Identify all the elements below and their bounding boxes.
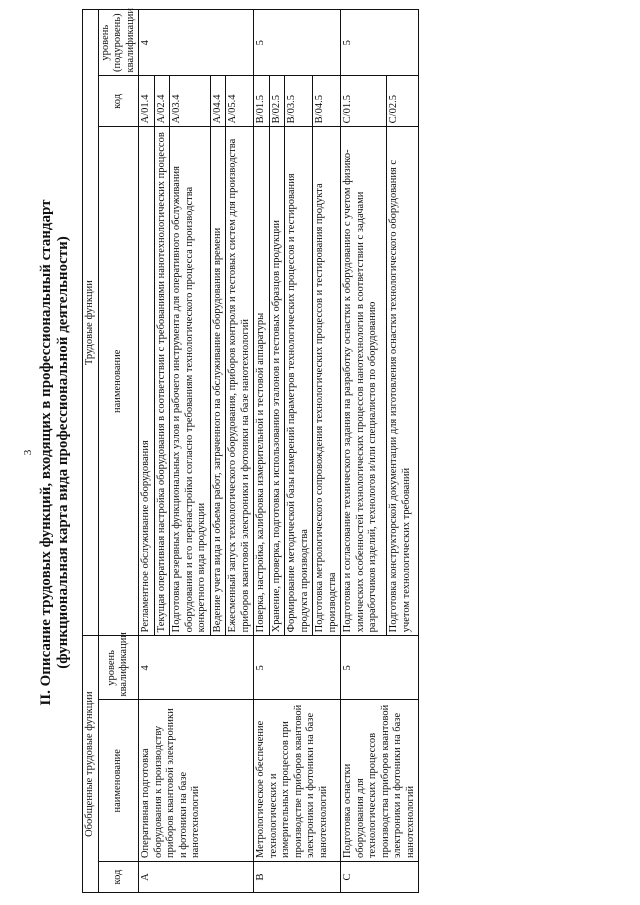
page-title: [38, 0, 72, 905]
header-generalized-functions: Обобщенные трудовые функции: [83, 636, 99, 893]
table-row: [254, 10, 270, 893]
group-name: Оперативная подготовка оборудования к производству приборов квантовой электроники и фотоники на базе нанотехнологий: [139, 700, 254, 862]
function-name: Текущая оперативная настройка оборудования в соответствии с требованиями нанотехнологических процессов: [154, 127, 170, 636]
function-name: Регламентное обслуживание оборудования: [139, 127, 155, 636]
function-code: B/04.5: [313, 76, 341, 127]
function-name: Ведение учета вида и объема работ, затраченного на обслуживание оборудования времени: [210, 127, 226, 636]
function-name: Ежесменный запуск технологического оборудования, приборов контроля и тестовых систем для производства приборов квантовой электроники и фотоники на базе нанотехнологий: [226, 127, 254, 636]
header-function-name: наименование: [98, 127, 139, 636]
group-code: A: [139, 862, 254, 893]
group-name: Метрологическое обеспечение технологических и измерительных процессов при производстве приборов квантовой электроники и фотоники на базе нанотехнологий: [254, 700, 341, 862]
header-labor-functions: Трудовые функции: [83, 10, 99, 636]
function-name: Подготовка метрологического сопровождения технологических процессов и тестирования продукта производства: [313, 127, 341, 636]
header-function-code: код: [98, 76, 139, 127]
function-code: B/01.5: [254, 76, 270, 127]
function-code: A/04.4: [210, 76, 226, 127]
group-level: 5: [341, 636, 419, 700]
function-name: Хранение, проверка, подготовка к использованию эталонов и тестовых образцов продукции: [269, 127, 285, 636]
title-line-1: II. Описание трудовых функций, входящих в профессиональный стандарт: [38, 199, 54, 706]
function-level: 4: [139, 10, 254, 76]
function-name: Подготовка и согласование технического задания на разработку оснастки к оборудованию с учетом физико-химических особенностей технологических процессов нанотехнологии в соответствии с задачами разработчиков изделий, технологов и/или специалистов по оборудованию: [341, 127, 387, 636]
function-code: A/05.4: [226, 76, 254, 127]
function-code: B/02.5: [269, 76, 285, 127]
functional-map-table: [82, 9, 419, 893]
header-function-level: уровень (подуровень) квалификации: [98, 10, 139, 76]
function-name: Подготовка резервных функциональных узлов и рабочего инструмента для оперативного обслуживания оборудования и его перенастройки согласно требованиям технологического процесса производства конкретного вида продукции: [170, 127, 211, 636]
function-code: A/01.4: [139, 76, 155, 127]
function-code: A/02.4: [154, 76, 170, 127]
title-line-2: (функциональная карта вида профессиональной деятельности): [55, 236, 71, 669]
group-code: B: [254, 862, 341, 893]
header-code: код: [98, 862, 139, 893]
header-level: уровень квалификации: [98, 636, 139, 700]
function-name: Формирование методической базы измерений параметров технологических процессов и тестирования продукта производства: [285, 127, 313, 636]
group-code: C: [341, 862, 419, 893]
group-level: 4: [139, 636, 254, 700]
function-code: C/02.5: [387, 76, 419, 127]
function-code: B/03.5: [285, 76, 313, 127]
table-row: [139, 10, 155, 893]
function-code: A/03.4: [170, 76, 211, 127]
function-level: 5: [341, 10, 419, 76]
function-name: Поверка, настройка, калибровка измерительной и тестовой аппаратуры: [254, 127, 270, 636]
function-name: Подготовка конструкторской документации для изготовления оснастки технологического оборудования с учетом технологических требований: [387, 127, 419, 636]
group-level: 5: [254, 636, 341, 700]
header-name: наименование: [98, 700, 139, 862]
table-row: [341, 10, 387, 893]
function-level: 5: [254, 10, 341, 76]
function-code: C/01.5: [341, 76, 387, 127]
page-number: 3: [22, 449, 34, 456]
group-name: Подготовка оснастки оборудования для технологических процессов производства приборов квантовой электроники и фотоники на базе нанотехнологий: [341, 700, 419, 862]
